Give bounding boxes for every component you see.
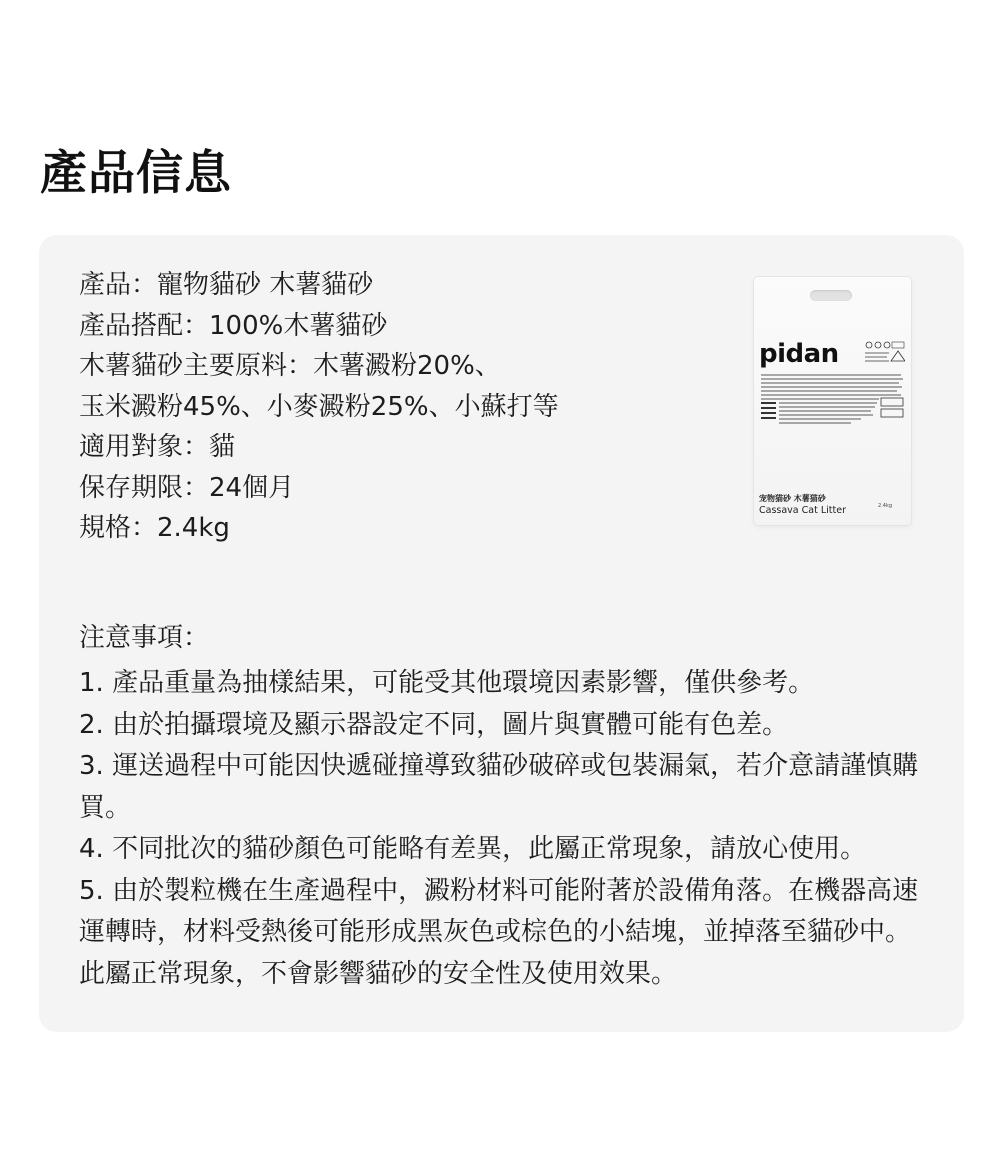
page-title: 產品信息: [40, 146, 232, 201]
notes-list: [79, 663, 927, 995]
bag-name-en: Cassava Cat Litter: [759, 505, 846, 516]
bag-weight: 2.4kg: [878, 503, 893, 509]
product-info-panel: [39, 235, 964, 1032]
spec-ingredients: 木薯貓砂主要原料：木薯澱粉20%、: [79, 351, 501, 381]
notes-title: 注意事項：: [79, 623, 210, 653]
bag-handle: [810, 290, 852, 301]
spec-list: [79, 265, 559, 549]
product-bag-image: [754, 277, 911, 525]
note-item: 5. 由於製粒機在生產過程中，澱粉材料可能附著於設備角落。在機器高速運轉時，材料受熱後可能形成黑灰色或棕色的小結塊，並掉落至貓砂中。此屬正常現象，不會影響貓砂的安全性及使用效果。: [79, 875, 919, 989]
note-item: 2. 由於拍攝環境及顯示器設定不同，圖片與實體可能有色差。: [79, 709, 789, 740]
spec-product: 產品：寵物貓砂 木薯貓砂: [79, 270, 374, 300]
note-item: 1. 產品重量為抽樣結果，可能受其他環境因素影響，僅供參考。: [79, 668, 815, 698]
note-item: 4. 不同批次的貓砂顏色可能略有差異，此屬正常現象，請放心使用。: [79, 834, 867, 864]
spec-shelf-life: 保存期限：24個月: [79, 472, 295, 503]
spec-ingredients-cont: 玉米澱粉45%、小麥澱粉25%、小蘇打等: [79, 391, 559, 422]
spec-target: 適用對象：貓: [79, 432, 236, 462]
spec-size: 規格：2.4kg: [79, 513, 230, 543]
bag-name-zh: 宠物猫砂 木薯猫砂: [759, 494, 826, 503]
bag-fine-print: [761, 373, 905, 435]
spec-pairing: 產品搭配：100%木薯貓砂: [79, 310, 388, 341]
bag-brand-logo: pidan: [759, 339, 839, 369]
bag-badge-icon: [865, 341, 905, 363]
note-item: 3. 運送過程中可能因快遞碰撞導致貓砂破碎或包裝漏氣，若介意請謹慎購買。: [79, 751, 919, 823]
